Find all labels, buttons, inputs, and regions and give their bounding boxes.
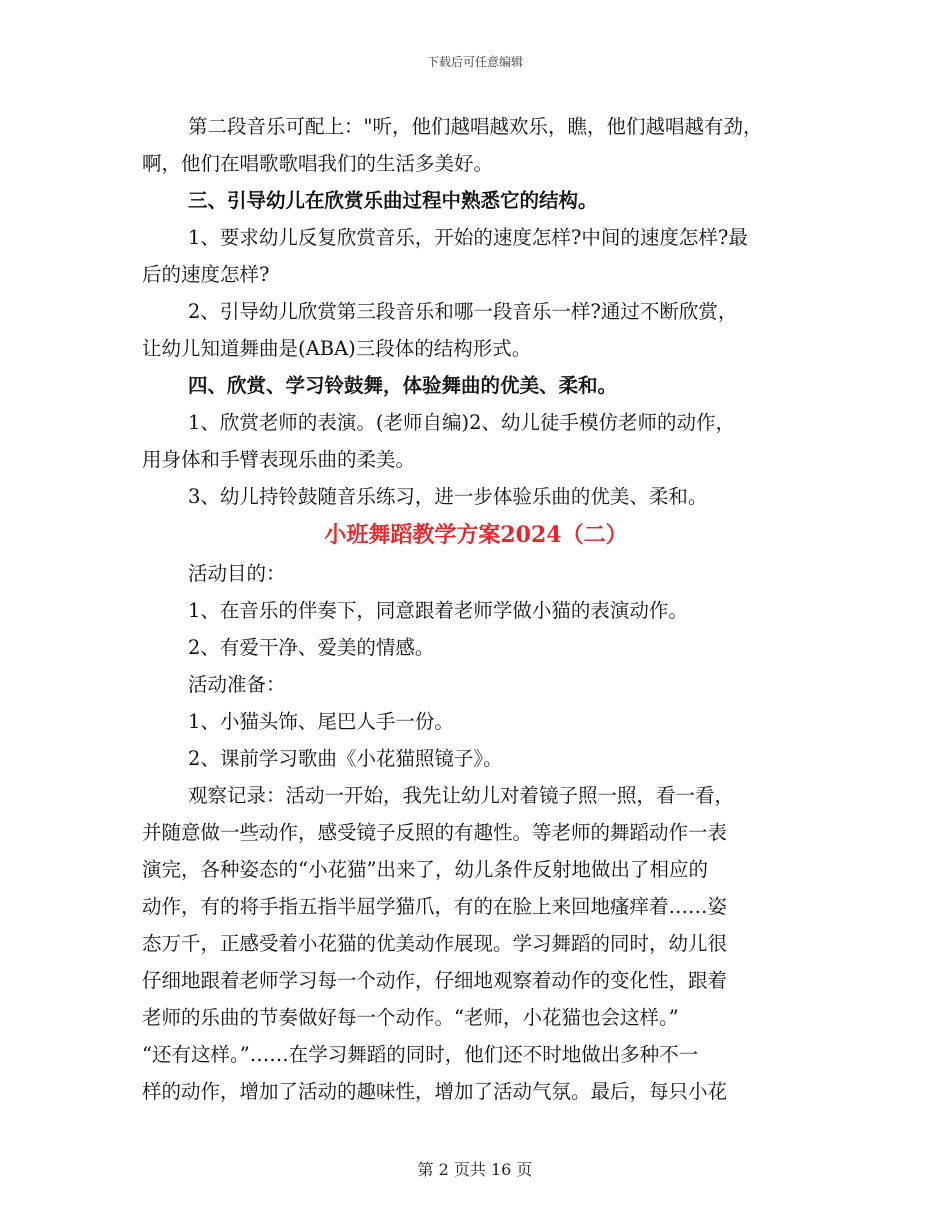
observation-line: 并随意做一些动作，感受镜子反照的有趣性。等老师的舞蹈动作一表 — [142, 821, 728, 844]
goal-item: 2、有爱干净、爱美的情感。 — [188, 636, 435, 659]
paragraph-line: 啊，他们在唱歌歌唱我们的生活多美好。 — [142, 152, 494, 175]
paragraph-line: 1、要求幼儿反复欣赏音乐，开始的速度怎样?中间的速度怎样?最 — [188, 226, 748, 249]
observation-line: 仔细地跟着老师学习每一个动作，仔细地观察着动作的变化性，跟着 — [142, 969, 728, 992]
prep-label: 活动准备： — [188, 673, 286, 696]
paragraph-line: 第二段音乐可配上："听，他们越唱越欢乐，瞧，他们越唱越有劲， — [188, 115, 763, 138]
observation-line: 态万千，正感受着小花猫的优美动作展现。学习舞蹈的同时，幼儿很 — [142, 932, 728, 955]
section-heading-3: 三、引导幼儿在欣赏乐曲过程中熟悉它的结构。 — [188, 189, 598, 212]
goal-item: 1、在音乐的伴奏下，同意跟着老师学做小猫的表演动作。 — [188, 599, 688, 622]
section-heading-4: 四、欣赏、学习铃鼓舞，体验舞曲的优美、柔和。 — [188, 374, 618, 397]
observation-line: 动作，有的将手指五指半屈学猫爪，有的在脸上来回地瘙痒着……姿 — [142, 895, 728, 918]
prep-item: 1、小猫头饰、尾巴人手一份。 — [188, 710, 454, 733]
observation-line: 演完，各种姿态的“小花猫”出来了，幼儿条件反射地做出了相应的 — [142, 858, 708, 881]
paragraph-line: 后的速度怎样? — [142, 263, 270, 286]
page-header: 下载后可任意编辑 — [426, 55, 523, 69]
observation-line: 老师的乐曲的节奏做好每一个动作。“老师，小花猫也会这样。” — [142, 1006, 679, 1029]
page-footer: 第 2 页共 16 页 — [417, 1160, 533, 1179]
paragraph-line: 让幼儿知道舞曲是(ABA)三段体的结构形式。 — [142, 337, 532, 360]
goal-label: 活动目的： — [188, 562, 286, 585]
observation-line: 观察记录：活动一开始，我先让幼儿对着镜子照一照，看一看， — [188, 784, 735, 807]
observation-line: “还有这样。”……在学习舞蹈的同时，他们还不时地做出多种不一 — [142, 1043, 699, 1066]
prep-item: 2、课前学习歌曲《小花猫照镜子》。 — [188, 747, 503, 770]
section-title: 小班舞蹈教学方案2024（二） — [324, 522, 628, 548]
paragraph-line: 2、引导幼儿欣赏第三段音乐和哪一段音乐一样?通过不断欣赏， — [188, 300, 738, 323]
paragraph-line: 1、欣赏老师的表演。(老师自编)2、幼儿徒手模仿老师的动作， — [188, 411, 736, 434]
paragraph-line: 用身体和手臂表现乐曲的柔美。 — [142, 448, 416, 471]
paragraph-line: 3、幼儿持铃鼓随音乐练习，进一步体验乐曲的优美、柔和。 — [188, 485, 708, 508]
observation-line: 样的动作，增加了活动的趣味性，增加了活动气氛。最后，每只小花 — [142, 1080, 728, 1103]
document-body — [142, 108, 810, 1110]
